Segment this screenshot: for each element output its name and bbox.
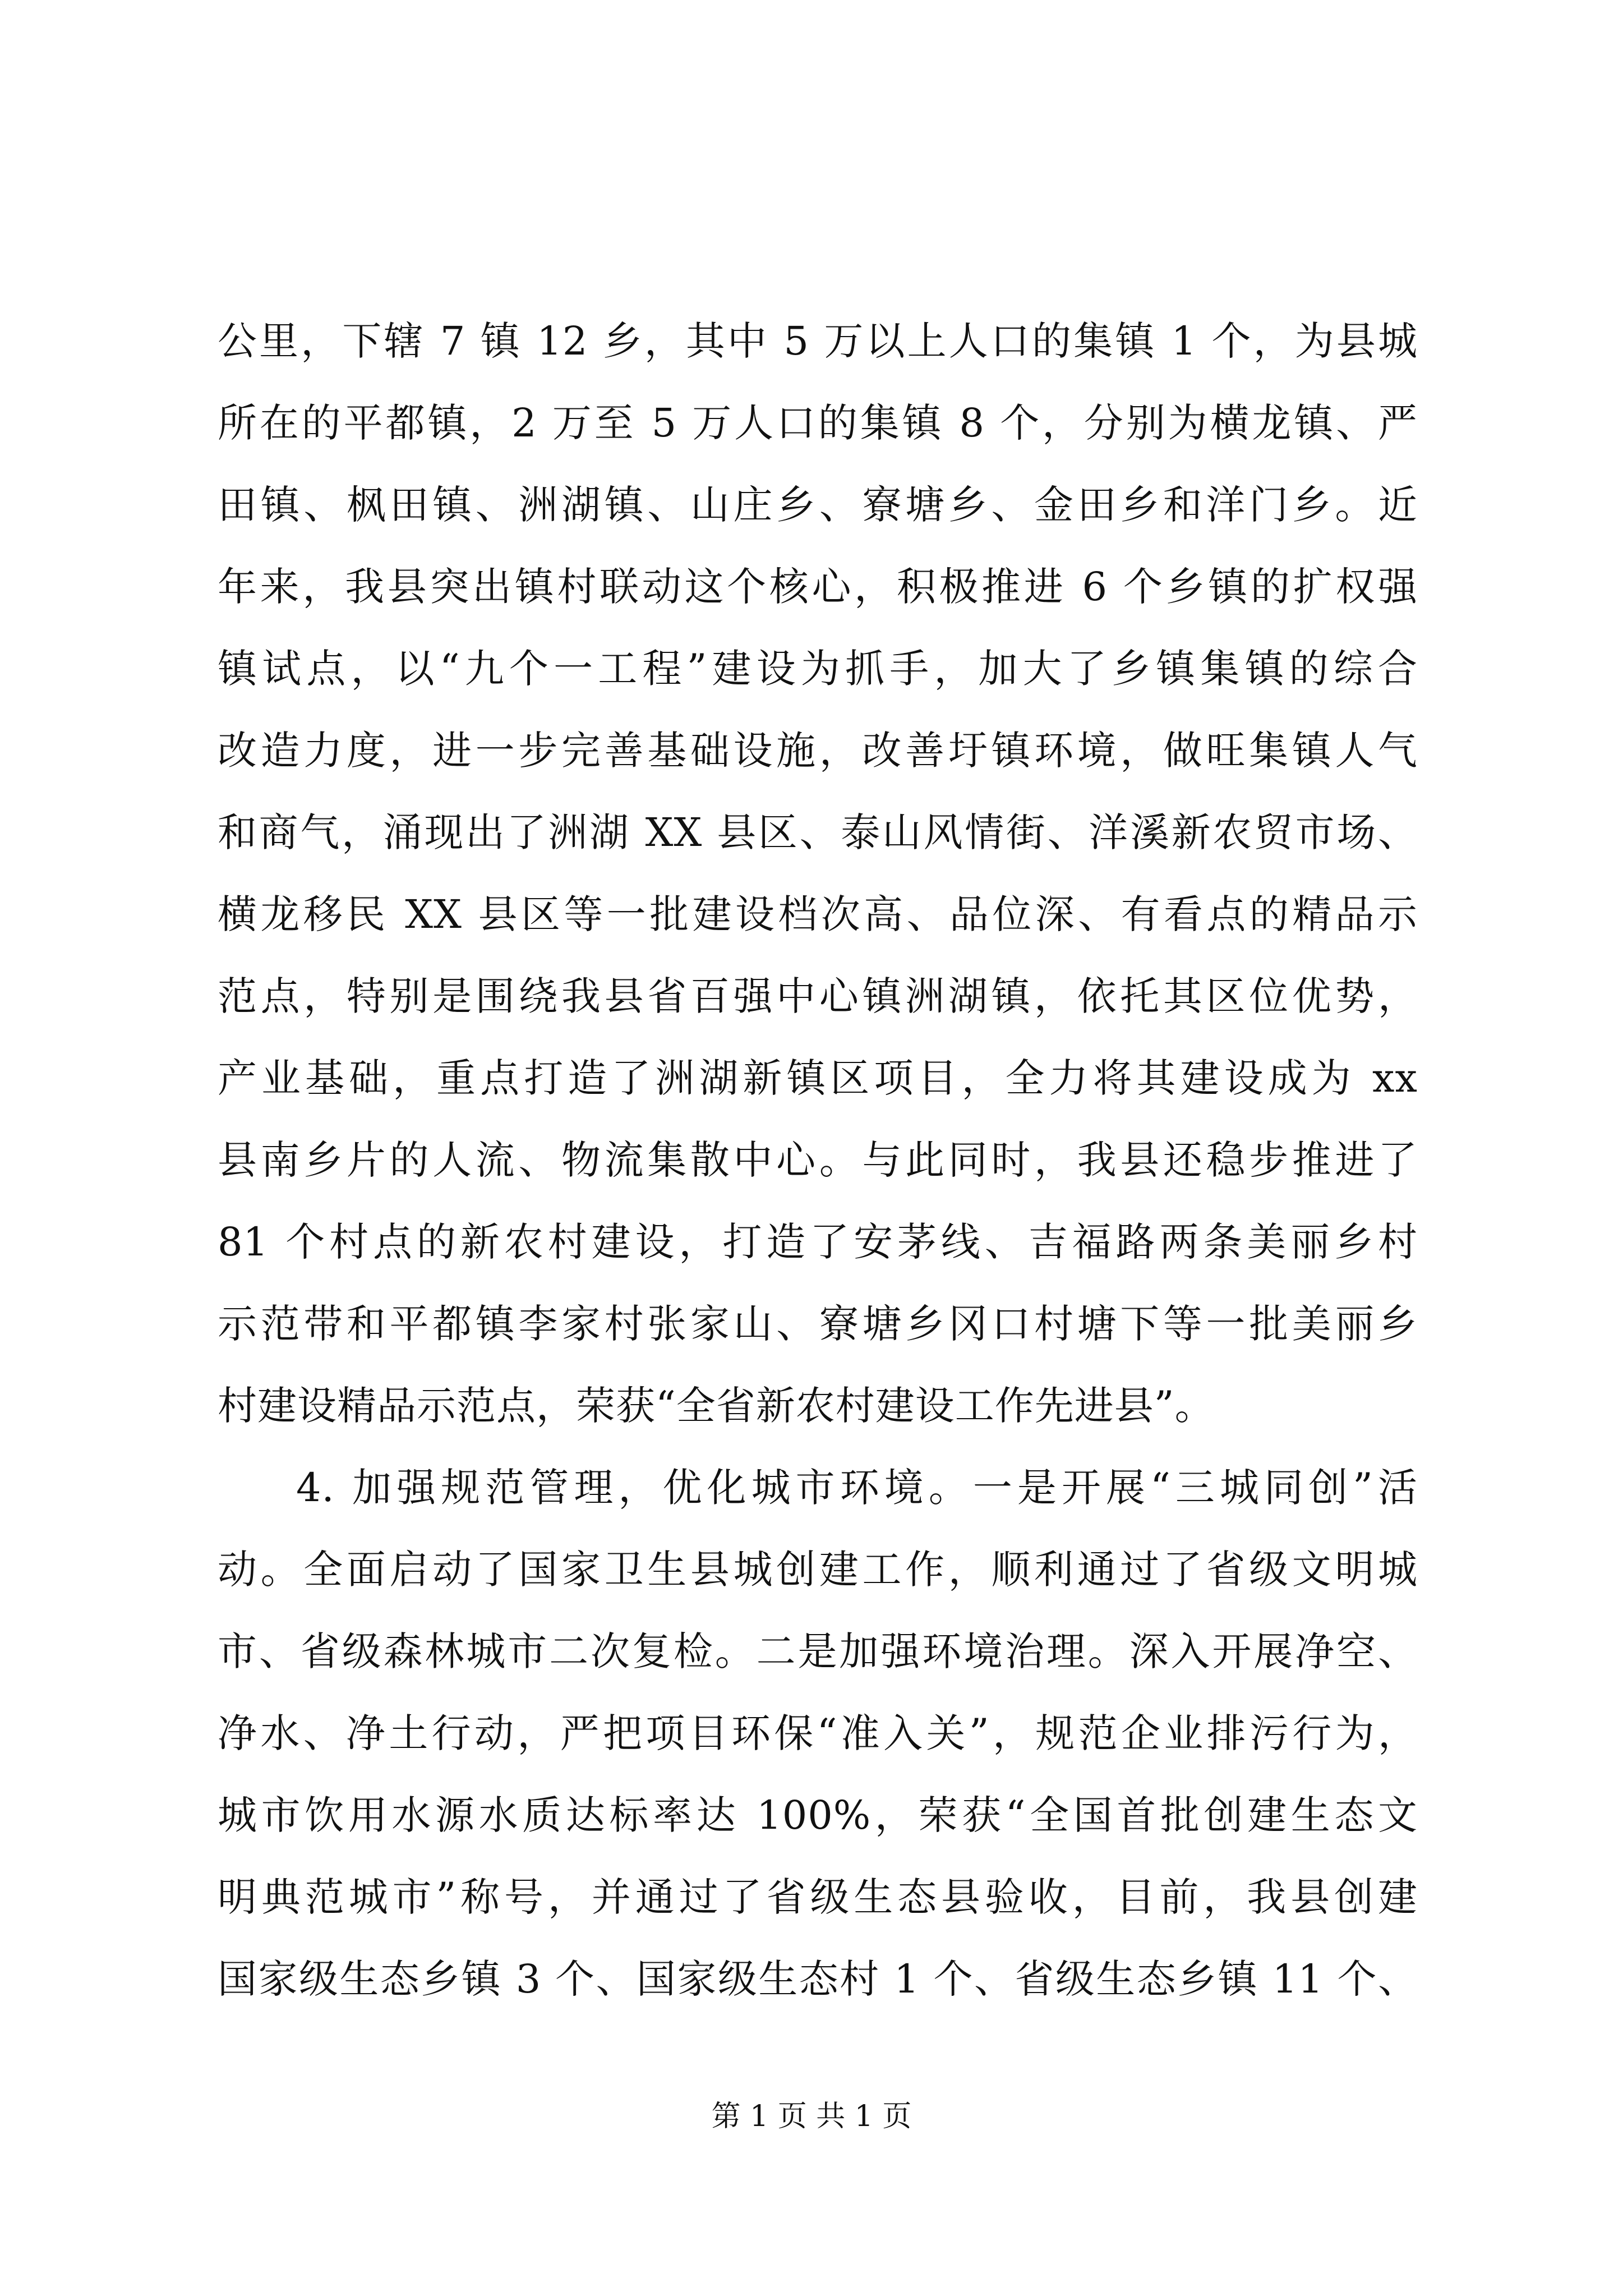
text-line: 示范带和平都镇李家村张家山、寮塘乡冈口村塘下等一批美丽乡	[218, 1301, 1418, 1347]
text-line: 田镇、枫田镇、洲湖镇、山庄乡、寮塘乡、金田乡和洋门乡。近	[218, 482, 1418, 528]
text-line: 产业基础，重点打造了洲湖新镇区项目，全力将其建设成为 xx	[218, 1055, 1418, 1101]
text-line: 村建设精品示范点，荣获“全省新农村建设工作先进县”。	[218, 1383, 1215, 1429]
text-line: 范点，特别是围绕我县省百强中心镇洲湖镇，依托其区位优势，	[218, 973, 1418, 1019]
text-line: 镇试点，以“九个一工程”建设为抓手，加大了乡镇集镇的综合	[218, 646, 1418, 692]
text-line: 公里，下辖 7 镇 12 乡，其中 5 万以上人口的集镇 1 个，为县城	[218, 318, 1418, 364]
text-line: 横龙移民 XX 县区等一批建设档次高、品位深、有看点的精品示	[218, 891, 1418, 937]
text-line: 城市饮用水源水质达标率达 100%，荣获“全国首批创建生态文	[218, 1792, 1418, 1838]
text-line: 和商气，涌现出了洲湖 XX 县区、泰山风情街、洋溪新农贸市场、	[218, 809, 1418, 855]
text-line: 81 个村点的新农村建设，打造了安茅线、吉福路两条美丽乡村	[218, 1219, 1418, 1265]
body-text	[218, 300, 1418, 2020]
text-line: 净水、净土行动，严把项目环保“准入关”，规范企业排污行为，	[218, 1710, 1418, 1756]
text-line: 动。全面启动了国家卫生县城创建工作，顺利通过了省级文明城	[218, 1547, 1418, 1593]
paragraph-start-line: 4. 加强规范管理，优化城市环境。一是开展“三城同创”活	[296, 1465, 1418, 1511]
text-line: 明典范城市”称号，并通过了省级生态县验收，目前，我县创建	[218, 1874, 1418, 1920]
page-number: 第 1 页 共 1 页	[711, 2100, 912, 2133]
page-footer	[0, 2097, 1623, 2136]
text-line: 国家级生态乡镇 3 个、国家级生态村 1 个、省级生态乡镇 11 个、	[218, 1956, 1418, 2002]
text-line: 改造力度，进一步完善基础设施，改善圩镇环境，做旺集镇人气	[218, 728, 1418, 774]
text-line: 市、省级森林城市二次复检。二是加强环境治理。深入开展净空、	[218, 1628, 1418, 1674]
text-line: 县南乡片的人流、物流集散中心。与此同时，我县还稳步推进了	[218, 1137, 1418, 1183]
text-line: 所在的平都镇，2 万至 5 万人口的集镇 8 个，分别为横龙镇、严	[218, 400, 1418, 446]
text-line: 年来，我县突出镇村联动这个核心，积极推进 6 个乡镇的扩权强	[218, 564, 1418, 610]
